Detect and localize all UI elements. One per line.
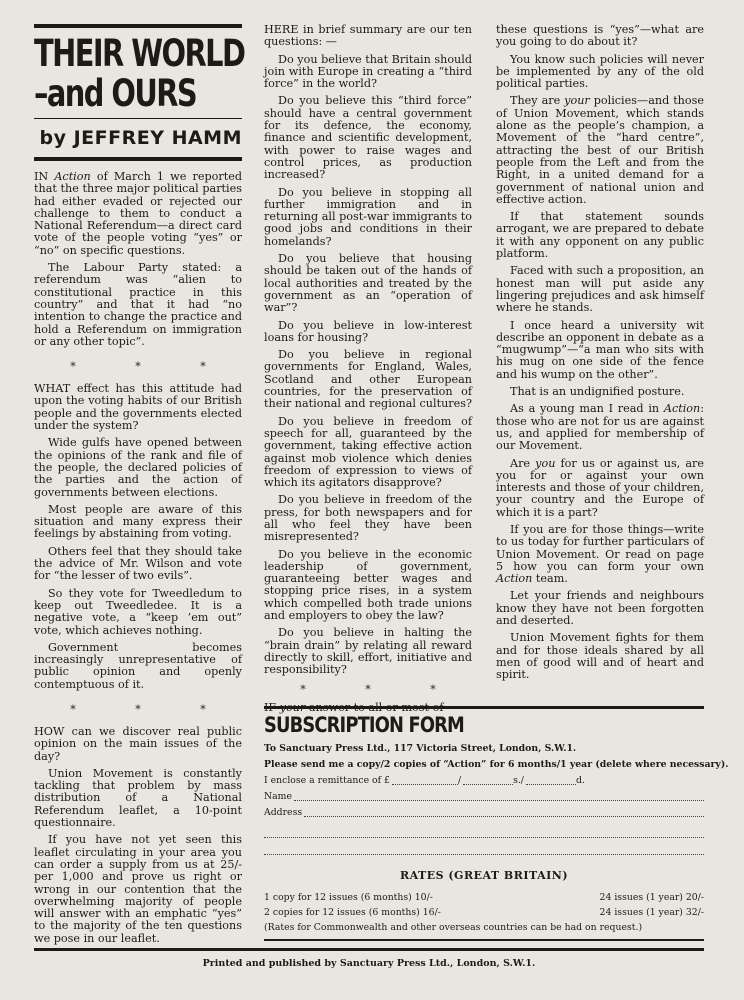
question-item: Do you believe in regional governments for England, Wales, Scotland and other European countries, for the preservation of their national and regional cultures? [264,348,473,411]
questions-intro: HERE in brief summary are our ten questions: — [264,23,472,49]
name-label: Name [264,791,292,802]
rates-title: RATES (GREAT BRITAIN) [399,869,569,882]
form-request-line: Please send me a copy/2 copies of “Action” for 6 months/1 year (delete where necessary). [264,759,729,770]
paragraph: That is an undignified posture. [510,385,685,399]
question-item: Do you believe in freedom of speech for all, guaranteed by the government, taking effective action against mob violence which denies freedom of expression to views of which its agitators disapprove? [264,414,472,490]
paragraph: Wide gulfs have opened between the opinions of the rank and file of the people, the declared policies of the parties and the action of governments between elections. [34,436,242,499]
name-blank[interactable] [294,800,704,801]
question-item: Do you believe in halting the “brain drain” by relating all reward directly to skill, effort, initiative and responsibility? [264,626,472,677]
paragraph: I once heard a university wit describe an opponent in debate as a “mugwump”—“a man who sits with his mug on one side of the fence and his wump on the other”. [496,318,704,381]
headline-top-rule [34,24,242,28]
address-label: Address [264,807,303,818]
address-blank[interactable] [304,816,704,817]
column-left [34,24,245,945]
question-item: Do you believe that Britain should join with Europe in creating a “third force” in the world? [264,52,472,91]
paragraph: these questions is “yes”—what are you going to do about it? [496,23,704,49]
paragraph: If you are for those things—write to us today for further particulars of Union Movement. Or read on page 5 how you can form your own Action team. [496,522,704,586]
paragraph: HOW can we discover real public opinion on the main issues of the day? [34,724,242,763]
paragraph: Most people are aware of this situation and many express their feelings by abstaining from voting. [34,502,242,541]
paragraph: If you have not yet seen this leaflet circulating in your area you can order a supply from us at 25/- per 1,000 and prove us right or wrong in our contention that the overwhelming majority of people will answer with an emphatic “yes” to the majority of the ten questions we pose in our leaflet. [34,833,242,945]
question-item: Do you believe in stopping all further immigration and in returning all post-war immigrants to good jobs and conditions in their homelands? [264,185,472,248]
rates-note: (Rates for Commonwealth and other overseas countries can be had on request.) [264,922,643,933]
paragraph: As a young man I read in Action: those who are not for us are against us, and applied for membership of our Movement. [496,402,704,453]
headline-line-1: THEIR WORLD [34,32,245,75]
headline [34,32,245,115]
paragraph: Union Movement is constantly tackling that problem by mass distribution of a National Referendum leaflet, a 10-point questionnaire. [34,766,242,830]
paragraph: They are your policies—and those of Union Movement, which stands alone as the people’s champion, a Movement of the “hard centre”, attracting the best of our British people from the Left and from the Right, in a united demand for a government of national union and effective action. [496,94,704,206]
remittance-field[interactable]: I enclose a remittance of £ / s./ d. [264,773,704,789]
question-item: Do you believe in the economic leadership of government, guaranteeing better wages and stopping price rises, in a system which compelled both trade unions and employers to obey the law? [264,547,472,623]
address-field[interactable] [264,805,704,821]
paragraph: IN Action of March 1 we reported that the three major political parties had either evaded or rejected our challenge to them to conduct a National Referendum—a direct card vote of the people voting “yes” or “no” on specific questions. [34,170,242,257]
question-item: Do you believe in freedom of the press, for both newspapers and for all who feel they have been misrepresented? [264,493,472,544]
question-item: Do you believe in low-interest loans for housing? [264,318,472,344]
paragraph: The Labour Party stated: a referendum was “alien to constitutional practice in this country” and that it had “no intention to change the practice and hold a Referendum on immigration or any other topic”. [34,261,242,348]
paragraph: WHAT effect has this attitude had upon the voting habits of our British people and the governments elected under the system? [34,382,242,433]
remittance-pence-blank[interactable] [526,784,576,785]
remittance-pounds-blank[interactable] [392,784,458,785]
rate-row: 1 copy for 12 issues (6 months) 10/- 24 issues (1 year) 20/- [264,892,704,903]
paragraph: Others feel that they should take the advice of Mr. Wilson and vote for “the lesser of two evils”. [34,544,242,583]
form-title: SUBSCRIPTION FORM [264,713,464,737]
question-item: Do you believe this “third force” should have a central government for its defence, the economy, finance and scientific development, with power to raise wages and control prices, as production increased? [264,94,472,182]
byline: by JEFFREY HAMM [39,127,242,149]
section-divider-stars: * * * [70,702,234,716]
form-address-line: To Sanctuary Press Ltd., 117 Victoria Street, London, S.W.1. [264,743,577,754]
remittance-label: I enclose a remittance of £ [264,775,390,786]
question-item: Do you believe that housing should be taken out of the hands of local authorities and treated by the government as an “operation of war”? [264,252,472,315]
address-blank-line-2[interactable] [264,821,704,838]
paragraph: So they vote for Tweedledum to keep out Tweedledee. It is a negative vote, a “keep ’em out” vote, which achieves nothing. [34,586,242,637]
paragraph: Are you for us or against us, are you for or against your own interests and those of your children, your country and the Europe of which it is a part? [496,456,704,519]
byline-top-rule [34,118,242,119]
paragraph: If that statement sounds arrogant, we are prepared to debate it with any opponent on any public platform. [496,210,704,261]
form-top-rule [264,706,704,709]
address-blank-line-3[interactable] [264,838,704,855]
section-divider-stars: * * * [300,682,464,696]
paragraph: Union Movement fights for them and for those ideals shared by all men of good will and of heart and spirit. [496,631,704,682]
printer-imprint: Printed and published by Sanctuary Press Ltd., London, S.W.1. [34,948,704,969]
form-bottom-rule [264,939,704,941]
remittance-shillings-blank[interactable] [463,784,513,785]
name-field[interactable] [264,789,704,805]
paragraph: You know such policies will never be implemented by any of the old political parties. [496,52,704,91]
paragraph: Government becomes increasingly unrepresentative of public opinion and openly contemptuous of it. [34,640,242,691]
paragraph: Faced with such a proposition, an honest man will put aside any lingering prejudices and ask himself where he stands. [496,264,704,315]
column-right [496,24,704,682]
subscription-form [264,706,729,941]
headline-line-2: –and OURS [34,72,197,115]
paragraph: Let your friends and neighbours know they have not been forgotten and deserted. [496,589,704,628]
section-divider-stars: * * * [70,360,234,374]
rate-row: 2 copies for 12 issues (6 months) 16/- 24 issues (1 year) 32/- [264,907,704,918]
column-middle [264,24,472,714]
paragraph: IF your answer to all or most of [264,700,444,714]
